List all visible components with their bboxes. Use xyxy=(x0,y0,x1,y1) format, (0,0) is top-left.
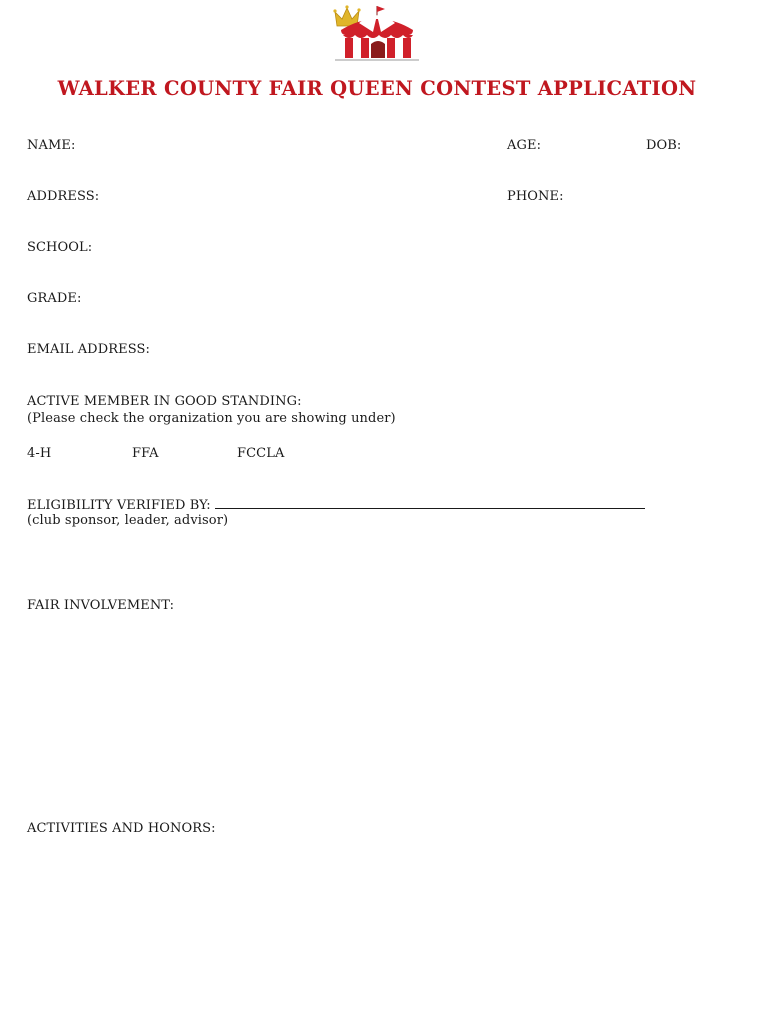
eligibility-note: (club sponsor, leader, advisor) xyxy=(27,513,229,528)
dob-label: DOB: xyxy=(646,138,682,153)
form-title: WALKER COUNTY FAIR QUEEN CONTEST APPLICATION xyxy=(57,77,697,100)
email-label: EMAIL ADDRESS: xyxy=(27,342,150,357)
address-label: ADDRESS: xyxy=(27,189,100,204)
eligibility-row xyxy=(27,496,645,513)
phone-label: PHONE: xyxy=(507,189,564,204)
option-fccla[interactable]: FCCLA xyxy=(237,446,285,461)
grade-label: GRADE: xyxy=(27,291,82,306)
option-ffa[interactable]: FFA xyxy=(132,446,159,461)
option-4h[interactable]: 4-H xyxy=(27,446,52,461)
name-label: NAME: xyxy=(27,138,76,153)
membership-note: (Please check the organization you are showing under) xyxy=(27,411,396,426)
fair-logo xyxy=(329,2,425,62)
eligibility-signature-line[interactable] xyxy=(215,496,645,509)
school-label: SCHOOL: xyxy=(27,240,93,255)
circus-tent-with-crown-icon xyxy=(329,2,425,62)
activities-label: ACTIVITIES AND HONORS: xyxy=(27,821,216,836)
fair-involvement-label: FAIR INVOLVEMENT: xyxy=(27,598,175,613)
age-label: AGE: xyxy=(507,138,542,153)
membership-label: ACTIVE MEMBER IN GOOD STANDING: xyxy=(27,394,302,409)
eligibility-label: ELIGIBILITY VERIFIED BY: xyxy=(27,498,211,513)
